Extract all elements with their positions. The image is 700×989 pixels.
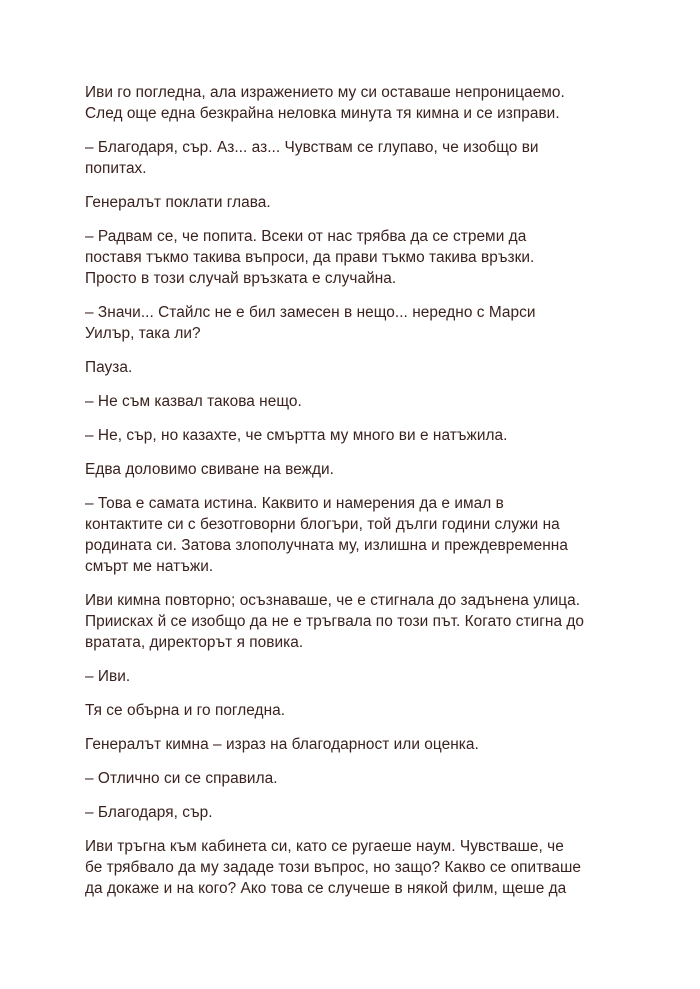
paragraph-10: – Това е самата истина. Каквито и намерения да е имал в контактите си с безотговорни блогъри, той дълги години служи на родината си. Затова злополучната му, излишна и преждевременна смърт ме натъжи. — [85, 495, 568, 575]
paragraph-11: Иви кимна повторно; осъзнаваше, че е стигнала до задънена улица. Приисках й се изобщо да не е тръгвала по този път. Когато стигна до вратата, директорът я повика. — [85, 592, 585, 651]
paragraph-1: Иви го погледна, ала изражението му си оставаше непроницаемо. След още една безкрайна неловка минута тя кимна и се изправи. — [85, 84, 565, 122]
paragraph-2: – Благодаря, сър. Аз... аз... Чувствам се глупаво, че изобщо ви попитах. — [85, 139, 539, 177]
text-body — [85, 82, 605, 912]
paragraph-5: – Значи... Стайлс не е бил замесен в нещо... нередно с Марси Уилър, така ли? — [85, 304, 536, 342]
paragraph-3: Генералът поклати глава. — [85, 194, 271, 211]
paragraph-14: Генералът кимна – израз на благодарност или оценка. — [85, 736, 479, 753]
paragraph-16: – Благодаря, сър. — [85, 804, 213, 821]
paragraph-9: Едва доловимо свиване на вежди. — [85, 461, 334, 478]
paragraph-7: – Не съм казвал такова нещо. — [85, 393, 302, 410]
paragraph-6: Пауза. — [85, 359, 133, 376]
paragraph-12: – Иви. — [85, 668, 131, 685]
paragraph-8: – Не, сър, но казахте, че смъртта му много ви е натъжила. — [85, 427, 508, 444]
paragraph-13: Тя се обърна и го погледна. — [85, 702, 286, 719]
paragraph-15: – Отлично си се справила. — [85, 770, 278, 787]
paragraph-4: – Радвам се, че попита. Всеки от нас трябва да се стреми да поставя тъкмо такива въпроси, да прави тъкмо такива връзки. Просто в този случай връзката е случайна. — [85, 228, 535, 287]
paragraph-17: Иви тръгна към кабинета си, като се ругаеше наум. Чувстваше, че бе трябвало да му зададе този въпрос, но защо? Какво се опитваше да докаже и на кого? Ако това се случеше в някой филм, щеше да — [85, 838, 581, 897]
